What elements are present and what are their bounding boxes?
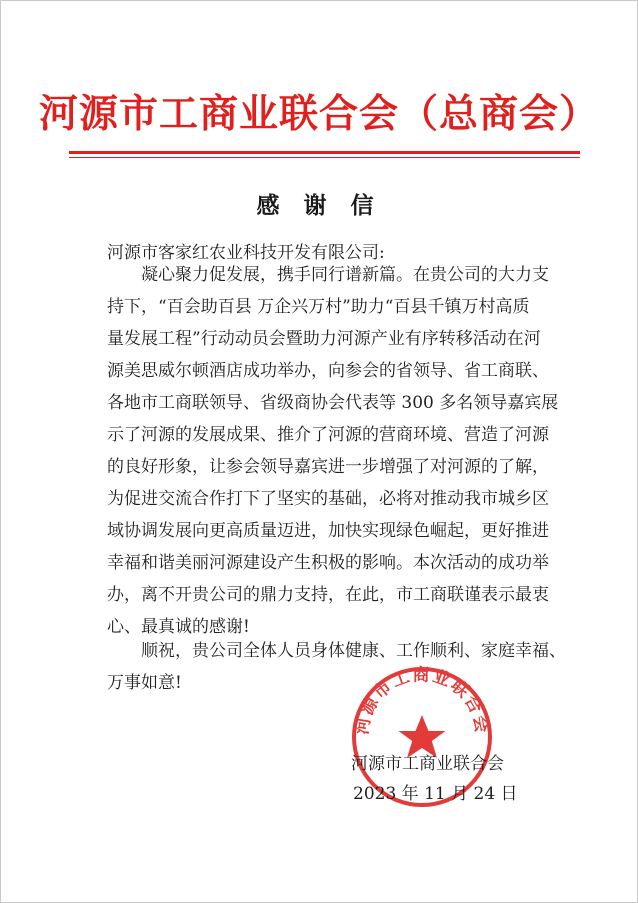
paragraph-line: 各地市工商联领导、省级商协会代表等 300 多名领导嘉宾展 bbox=[107, 393, 559, 413]
document-title: 感 谢 信 bbox=[256, 193, 382, 219]
paragraph-line: 幸福和谐美丽河源建设产生积极的影响。本次活动的成功举 bbox=[107, 553, 549, 573]
paragraph-line: 心、最真诚的感谢! bbox=[107, 617, 250, 637]
paragraph-line: 顺祝，贵公司全体人员身体健康、工作顺利、家庭幸福、 bbox=[107, 641, 566, 661]
paragraph-line: 为促进交流合作打下了坚实的基础，必将对推动我市城乡区 bbox=[107, 489, 549, 509]
body-paragraph-1 bbox=[107, 259, 567, 643]
addressee: 河源市客家红农业科技开发有限公司: bbox=[107, 243, 385, 263]
seal-text: 河源市工商业联合会 bbox=[352, 665, 492, 737]
paragraph-line: 持下，“百会助百县 万企兴万村”助力“百县千镇万村高质 bbox=[107, 297, 530, 317]
body-paragraph-2 bbox=[107, 635, 567, 699]
letterhead-divider-thin bbox=[69, 157, 580, 158]
paragraph-line: 示了河源的发展成果、推介了河源的营商环境、营造了河源 bbox=[107, 425, 549, 445]
paragraph-line: 万事如意! bbox=[107, 673, 182, 693]
signature-date: 2023 年 11 月 24 日 bbox=[353, 784, 518, 804]
signature-organization: 河源市工商业联合会 bbox=[351, 754, 504, 774]
paragraph-line: 源美思威尔顿酒店成功举办，向参会的省领导、省工商联、 bbox=[107, 361, 549, 381]
paragraph-line: 域协调发展向更高质量迈进，加快实现绿色崛起，更好推进 bbox=[107, 521, 549, 541]
letterhead-divider-thick bbox=[69, 151, 580, 154]
paragraph-line: 的良好形象，让参会领导嘉宾进一步增强了对河源的了解， bbox=[107, 457, 549, 477]
paragraph-line: 办，离不开贵公司的鼎力支持，在此，市工商联谨表示最衷 bbox=[107, 585, 549, 605]
paragraph-line: 量发展工程”行动动员会暨助力河源产业有序转移活动在河 bbox=[107, 329, 541, 349]
paragraph-line: 凝心聚力促发展，携手同行谱新篇。在贵公司的大力支 bbox=[107, 265, 549, 285]
letterhead-title: 河源市工商业联合会（总商会） bbox=[38, 91, 599, 137]
